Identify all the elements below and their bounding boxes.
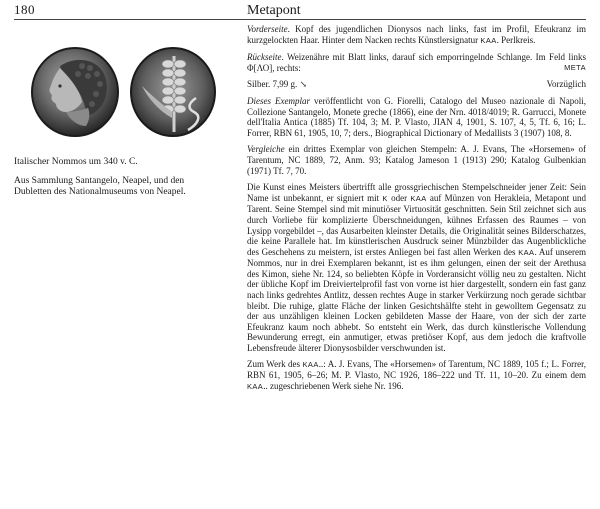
field-right-inscription: META	[564, 62, 586, 72]
signature-kaa: KAA	[480, 35, 497, 45]
provenance-caption: Aus Sammlung Santangelo, Neapel, und den Dubletten des Nationalmuseums von Neapel.	[14, 176, 186, 197]
catalog-entry	[247, 3, 586, 398]
condition-grade: Vorzüglich	[546, 79, 586, 90]
coin-obverse-image	[30, 46, 120, 138]
signature-kaa: KAA	[302, 359, 319, 369]
coin-caption: Italischer Nommos um 340 v. C.	[14, 157, 138, 167]
this-specimen-label: Dieses Exemplar	[247, 95, 310, 106]
obverse-label: Vorderseite	[247, 24, 288, 34]
this-specimen-references: Dieses Exemplar veröffentlicht von G. Fiorelli, Catalogo del Museo nazionale di Napoli, Collezione Santangelo, Monete greche (1866), eine der Nrn. 4018/4019; R. Garrucci, Monete dell'Italia Antica (1885) Tf. 104, 3; M. P. Vlasto, JIAN 4, 1901, S. 107, 4, 5, Tf. 6, 16; L. Forrer, RBN 61, 1905, 10, 7; ders., Biographical Dictionary of Medallists 3 (1907) 108, 8.	[247, 95, 586, 138]
coin-reverse-image	[128, 46, 218, 138]
commentary-paragraph: Die Kunst eines Meisters übertrifft alle grossgriechischen Stempelschneider jener Zeit: Sein Name ist unbekannt, er signiert mit K oder KAA auf Münzen von Herakleia, Metapont und Tarent. Seine Stempel sind mit minutiöser Virtuosität geschnitten. Sein Stil zeichnet sich aus durch Vorliebe für komplizierte Überschneidungen, kühnes Erfassen des Raumes – von Lysipp vorgebildet –, das Ausarbeiten kleinster Details, die Originalität seines Bilderschatzes, die keine Parallele hat. Im künstlerischen Ausdruck seiner Münzbilder das Augenblickliche des Geschehens zu meistern, ist erstes Anliegen bei fast allen Werken des KAA. Auf unserem Nommos, nur in drei Exemplaren bekannt, ist es ihm gelungen, einen der seit der Arethusa des Kimon, siehe Nr. 124, so beliebten Köpfe in Vorderansicht völlig neu zu gestalten. Nicht der übliche Kopf im Dreiviertelprofil fast von vorne ist hier dargestellt, sondern ein fast ganz nach links gedrehtes Antlitz, dessen rechtes Auge in starker Verkürzung noch gerade sichtbar bleibt. Die ruhige, glatte Fläche der linken Gesichtshälfte steht in gewolltem Gegensatz zu der aus unzähligen kleinen Locken gebildeten Masse der Haare, von der sich der zarte Efeukranz kaum noch abhebt. So entsteht ein Werk, das durch künstlerische Vollendung Bewunderung erregt, ein anmutiger, etwas pretiöser Kopf, aus dem jedoch die kraftvolle Lebensfreude älterer Dionysosbilder verschwunden ist.	[247, 182, 586, 354]
signature-kaa: KAA	[410, 193, 427, 203]
entry-title: Metapont	[247, 3, 301, 18]
comparison-label: Vergleiche	[247, 144, 285, 155]
page-number: 180	[14, 2, 35, 17]
signature-k: K	[382, 193, 388, 203]
signature-kaa: KAA	[518, 247, 535, 257]
reverse-label: Rückseite	[247, 52, 282, 63]
metal-weight: Silber. 7,99 g. ↘	[247, 79, 308, 90]
signature-kaa: KAA	[247, 381, 264, 391]
metal-weight-row	[247, 79, 586, 90]
reverse-description: Rückseite. Weizenähre mit Blatt links, darauf sich emporringelnde Schlange. Im Feld links Φ[ΛΟ], rechts: META	[247, 52, 586, 73]
comparison-references: Vergleiche ein drittes Exemplar von gleichen Stempeln: A. J. Evans, The «Horsemen» of Tarentum, NC 1889, 72, Anm. 93; Katalog Jameson 1 (1913) 290; Katalog Gulbenkian (1971) Tf. 7, 70.	[247, 144, 586, 176]
obverse-description: Vorderseite. Kopf des jugendlichen Dionysos nach links, fast im Profil, Efeukranz im kurzgelockten Haar. Hinter dem Nacken rechts Künstlersignatur KAA. Perlkreis.	[247, 24, 586, 45]
field-left-inscription: Φ[ΛΟ]	[247, 62, 273, 73]
artist-works-references: Zum Werk des KAA..: A. J. Evans, The «Horsemen» of Tarentum, NC 1889, 105 f.; L. Forrer, RBN 61, 1905, 6–26; M. P. Vlasto, NC 1926, 186–222 und Tf. 11, 10–20. Zu einem dem KAA.. zugeschriebenen Werk siehe Nr. 196.	[247, 358, 586, 391]
coin-photographs	[30, 44, 218, 144]
